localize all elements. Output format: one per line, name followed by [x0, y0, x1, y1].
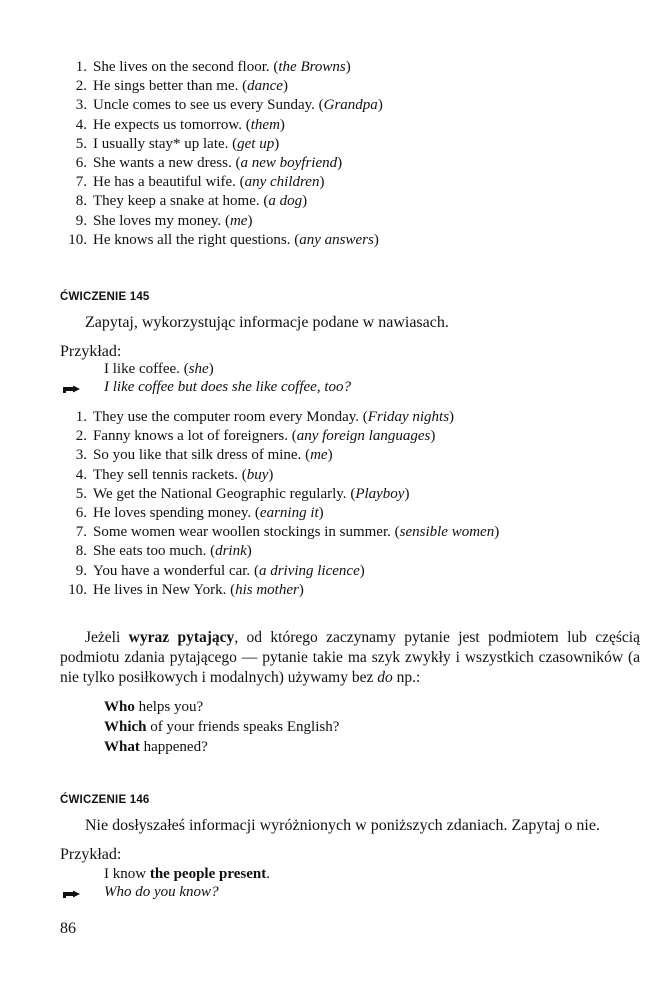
item-text: So you like that silk dress of mine. — [93, 447, 302, 464]
example-text-pre: I know — [104, 866, 150, 882]
item-hint: get up — [237, 135, 275, 152]
item-hint: dance — [247, 78, 283, 95]
grammar-do: do — [377, 669, 393, 686]
exercise-item: 8. She eats too much. ( drink ) — [55, 542, 645, 561]
item-hint: me — [310, 447, 328, 464]
exercise-item: 5. We get the National Geographic regularly. ( Playboy ) — [55, 485, 645, 504]
item-number: 3. — [75, 97, 87, 114]
item-number: 8. — [75, 543, 87, 560]
item-number: 3. — [75, 447, 87, 464]
exercise-item: 6. She wants a new dress. ( a new boyfriend ) — [55, 154, 645, 173]
item-number: 9. — [75, 212, 87, 229]
example-label-145: Przykład: — [60, 343, 122, 360]
question-word: What — [104, 739, 140, 755]
item-number: 10. — [68, 581, 87, 598]
item-text: I usually stay* up late. — [93, 135, 229, 152]
example-text: I like coffee. — [104, 361, 180, 377]
grammar-term: wyraz pytający — [128, 629, 235, 646]
item-text: We get the National Geographic regularly. — [93, 485, 347, 502]
item-number: 8. — [75, 193, 87, 210]
item-hint: any children — [244, 174, 320, 191]
question-word: Which — [104, 719, 147, 735]
item-number: 4. — [75, 116, 87, 133]
exercise-item: 2. He sings better than me. ( dance ) — [55, 77, 645, 96]
exercise-item: 6. He loves spending money. ( earning it ) — [55, 504, 645, 523]
example-answer-146: Who do you know? — [104, 884, 219, 900]
item-hint: any foreign languages — [296, 428, 431, 445]
item-number: 5. — [75, 485, 87, 502]
item-hint: sensible women — [399, 524, 495, 541]
exercise-item: 7. He has a beautiful wife. ( any children ) — [55, 173, 645, 192]
example-text-post: . — [266, 866, 270, 882]
item-text: She lives on the second floor. — [93, 59, 270, 75]
grammar-text-3: np.: — [392, 669, 421, 686]
question-rest: of your friends speaks English? — [146, 719, 340, 735]
item-text: He sings better than me. — [93, 78, 239, 95]
item-text: He expects us tomorrow. — [93, 116, 242, 133]
exercise-item: 4. He expects us tomorrow. ( them ) — [55, 116, 645, 135]
exercise-item: 10. He knows all the right questions. ( any answers ) — [55, 231, 645, 250]
example-hint: she — [188, 361, 209, 377]
example-label-146: Przykład: — [60, 846, 122, 863]
item-hint: his mother — [235, 581, 299, 598]
exercise-146-instruction: Nie dosłyszałeś informacji wyróżnionych w poniższych zdaniach. Zapytaj o nie. — [85, 817, 600, 834]
exercise-item: 3. So you like that silk dress of mine. ( me ) — [55, 446, 645, 465]
example-sentence-146 — [104, 866, 270, 883]
exercise-item: 1. She lives on the second floor. ( the Browns ) — [55, 58, 645, 77]
item-hint: a dog — [268, 193, 303, 210]
item-hint: the Browns — [278, 59, 346, 75]
item-text: She loves my money. — [93, 212, 222, 229]
item-number: 10. — [68, 231, 87, 248]
exercise-item: 9. She loves my money. ( me ) — [55, 212, 645, 231]
example-sentence-145: I like coffee. (she) — [104, 361, 214, 377]
question-example — [104, 717, 339, 737]
item-hint: Playboy — [355, 485, 405, 502]
item-hint: Grandpa — [323, 97, 378, 114]
question-word-examples — [104, 697, 339, 757]
exercise-145-title: ĆWICZENIE 145 — [60, 291, 150, 303]
exercise-item: 7. Some women wear woollen stockings in summer. ( sensible women ) — [55, 523, 645, 542]
question-example — [104, 697, 339, 717]
grammar-paragraph — [60, 628, 640, 688]
item-text: You have a wonderful car. — [93, 562, 251, 579]
item-hint: earning it — [259, 504, 319, 521]
item-number: 1. — [75, 59, 87, 75]
grammar-note — [60, 628, 640, 688]
exercise-item: 10. He lives in New York. ( his mother ) — [55, 581, 645, 600]
item-number: 2. — [75, 78, 87, 95]
grammar-text-2: , od którego zaczynamy pytanie jest podmiotem lub częścią podmiotu zdania pytającego — pytanie takie ma szyk zwykły i wszystkich czasowników (a nie tylko posiłkowych i modalnych) używamy bez — [60, 629, 640, 686]
item-text: They keep a snake at home. — [93, 193, 260, 210]
item-text: He lives in New York. — [93, 581, 227, 598]
exercise-item: 5. I usually stay* up late. ( get up ) — [55, 135, 645, 154]
item-number: 1. — [75, 409, 87, 425]
grammar-text-1: Jeżeli — [85, 629, 129, 646]
item-number: 5. — [75, 135, 87, 152]
item-hint: me — [229, 212, 248, 229]
item-number: 7. — [75, 524, 87, 541]
item-text: She wants a new dress. — [93, 154, 232, 171]
item-hint: any answers — [299, 231, 374, 248]
item-number: 6. — [75, 504, 87, 521]
item-number: 9. — [75, 562, 87, 579]
exercise-145-instruction: Zapytaj, wykorzystując informacje podane w nawiasach. — [85, 314, 449, 331]
item-hint: a driving licence — [258, 562, 360, 579]
item-text: They use the computer room every Monday. — [93, 409, 360, 425]
exercise-list-2 — [55, 408, 645, 600]
question-rest: happened? — [139, 739, 208, 755]
exercise-item: 4. They sell tennis rackets. ( buy ) — [55, 466, 645, 485]
item-hint: them — [250, 116, 280, 133]
item-text: He has a beautiful wife. — [93, 174, 236, 191]
exercise-item: 8. They keep a snake at home. ( a dog ) — [55, 192, 645, 211]
question-rest: helps you? — [134, 699, 204, 715]
exercise-146-title: ĆWICZENIE 146 — [60, 794, 150, 806]
item-hint: Friday nights — [367, 409, 450, 425]
item-number: 6. — [75, 154, 87, 171]
example-text-bold: the people present — [149, 866, 267, 882]
exercise-item: 3. Uncle comes to see us every Sunday. ( Grandpa ) — [55, 96, 645, 115]
item-text: Uncle comes to see us every Sunday. — [93, 97, 315, 114]
pointing-hand-icon — [63, 890, 81, 898]
item-text: Fanny knows a lot of foreigners. — [93, 428, 288, 445]
item-number: 2. — [75, 428, 87, 445]
item-text: He loves spending money. — [93, 504, 252, 521]
exercise-item: 2. Fanny knows a lot of foreigners. ( any foreign languages ) — [55, 427, 645, 446]
exercise-item: 9. You have a wonderful car. ( a driving licence ) — [55, 562, 645, 581]
page-number: 86 — [60, 920, 76, 937]
item-text: She eats too much. — [93, 543, 207, 560]
item-number: 7. — [75, 174, 87, 191]
item-text: They sell tennis rackets. — [93, 466, 238, 483]
question-example — [104, 737, 339, 757]
example-answer-145: I like coffee but does she like coffee, too? — [104, 379, 351, 395]
item-number: 4. — [75, 466, 87, 483]
item-hint: buy — [246, 466, 269, 483]
pointing-hand-icon — [63, 385, 81, 393]
item-text: He knows all the right questions. — [93, 231, 291, 248]
item-hint: a new boyfriend — [240, 154, 338, 171]
exercise-item: 1. They use the computer room every Monday. ( Friday nights ) — [55, 408, 645, 427]
question-word: Who — [104, 699, 135, 715]
item-hint: drink — [215, 543, 247, 560]
item-text: Some women wear woollen stockings in summer. — [93, 524, 391, 541]
exercise-list-1 — [55, 58, 645, 250]
